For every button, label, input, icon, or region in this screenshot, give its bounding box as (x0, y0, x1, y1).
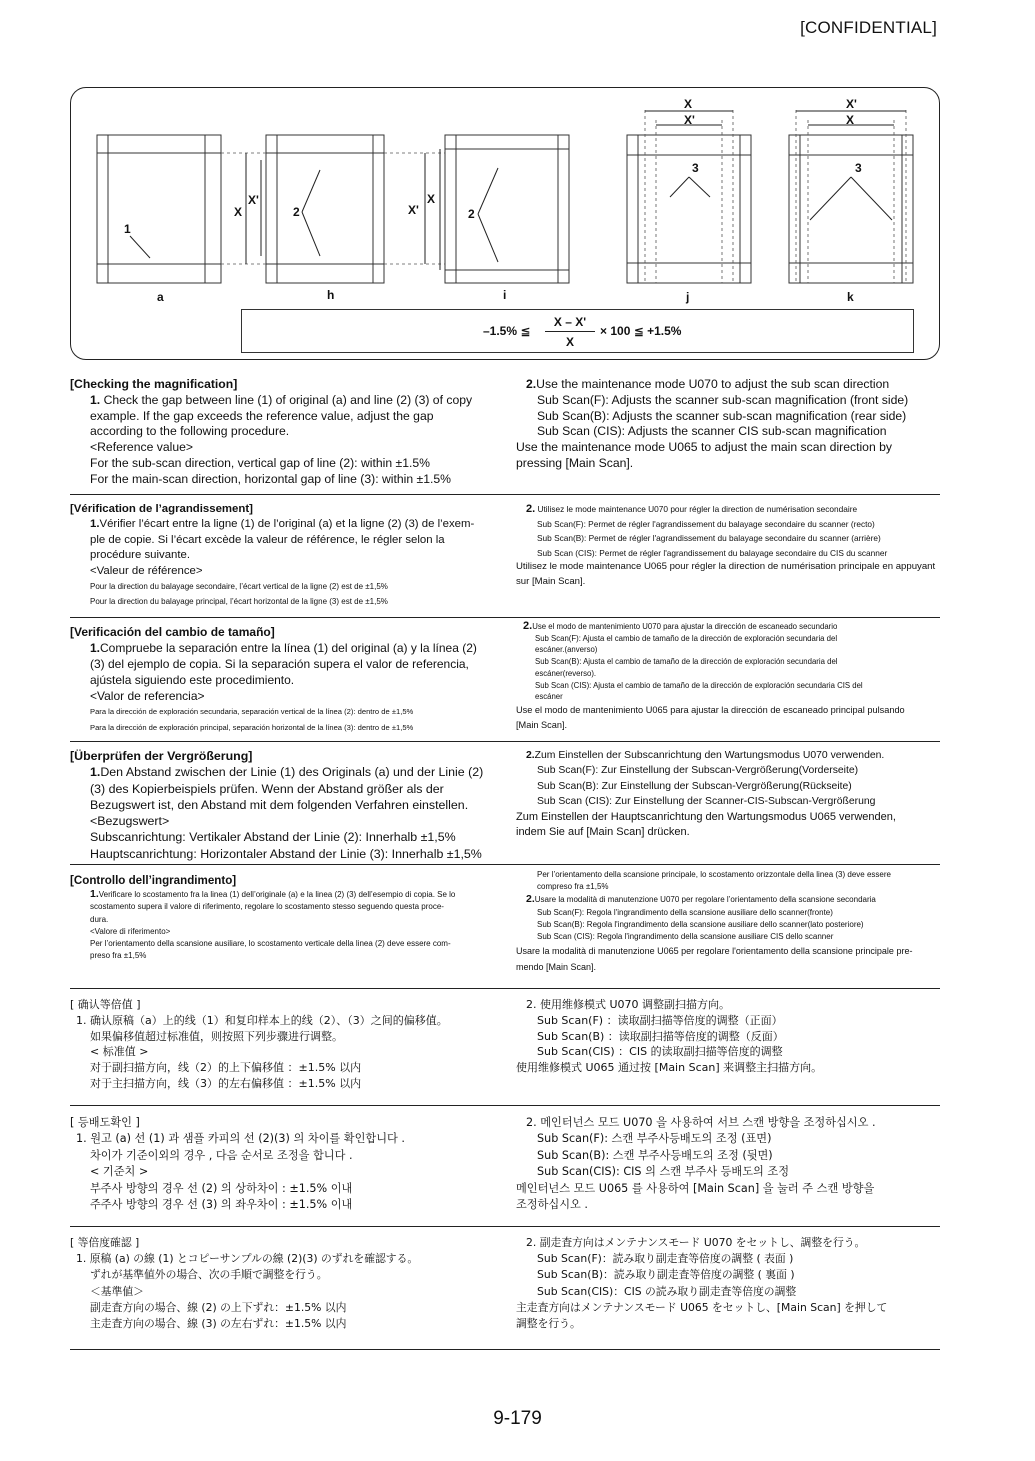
text-line: < 标准值 > (90, 1045, 149, 1059)
text-line: 副走査方向はメンテナンスモード U070 をセットし、調整を行う。 (539, 1236, 866, 1249)
section-title: [ 등배도확인 ] (70, 1116, 140, 1129)
step-number: 2. (526, 377, 537, 391)
formula-right: × 100 ≦ +1.5% (600, 324, 682, 338)
section-divider (70, 1105, 940, 1106)
text-line: preso fra ±1,5% (90, 951, 147, 961)
text-line: 메인터넌스 모드 U065 를 사용하여 [Main Scan] 을 눌러 주 스캔 방향을 (516, 1181, 875, 1195)
label-x-h: X (234, 205, 243, 219)
section-divider (70, 1226, 940, 1227)
text-line: Sub Scan(B): Regola l'ingrandimento della scansione ausiliare dello scanner(lato posteriore) (537, 919, 864, 929)
text-line: Sub Scan(CIS): CIS 의 스캔 부주사 등배도의 조정 (537, 1165, 789, 1179)
text-line: [Main Scan]. (516, 719, 568, 730)
label-xp-k: X' (846, 97, 857, 111)
text-line: 对于主扫描方向，线（3）的左右偏移值 ：±1.5% 以内 (90, 1076, 362, 1090)
text-line: (3) des Kopierbeispiels prüfen. Wenn der Abstand größer als der (90, 781, 444, 796)
magnification-formula (241, 309, 914, 353)
text-line: For the main-scan direction, horizontal gap of line (3): within ±1.5% (90, 471, 451, 486)
step-number: 2. (526, 1116, 537, 1129)
step-number: 2. (526, 503, 536, 515)
text-line: Zum Einstellen der Hauptscanrichtung den Wartungsmodus U065 verwenden, (516, 810, 896, 823)
text-line: 主走査方向の場合、線 (3) の左右ずれ：±1.5% 以内 (90, 1317, 347, 1331)
text-line: ずれが基準値外の場合、次の手順で調整を行う。 (90, 1268, 328, 1282)
step-number: 2. (526, 998, 537, 1011)
text-line: Sub Scan(B): Permet de régler l'agrandissement du balayage secondaire du scanner (arrière) (537, 533, 881, 544)
text-line: Sub Scan(F): Permet de régler l'agrandissement du balayage secondaire du scanner (recto) (537, 518, 875, 529)
label-line3-k: 3 (855, 161, 862, 175)
section-title: [ 确认等倍值 ] (70, 998, 141, 1011)
text-line: dura. (90, 914, 109, 924)
step-number: 2. (523, 620, 533, 632)
label-line2-i: 2 (468, 207, 475, 221)
formula-denominator: X (565, 335, 574, 349)
label-line1: 1 (124, 222, 131, 236)
formula-numerator: X – X' (545, 315, 595, 332)
text-line: Sub Scan(CIS) ：CIS 的读取副扫描等倍度的调整 (537, 1045, 783, 1059)
text-line: escáner.(anverso) (535, 645, 598, 655)
text-line: Utilisez le mode maintenance U070 pour régler la direction de numérisation secondaire (537, 504, 858, 514)
step-number: 1. (90, 765, 101, 780)
text-line: Sub Scan(B): 스캔 부주사등배도의 조정 (뒷면) (537, 1148, 773, 1162)
label-xp-j: X' (684, 113, 695, 127)
text-line: Sub Scan(B): Zur Einstellung der Subscan-Vergrößerung(Rückseite) (537, 780, 852, 792)
text-line: Para la dirección de exploración principal, separación horizontal de la línea (3): dentro de ±1,5% (90, 723, 414, 732)
text-line: 부주사 방향의 경우 선 (2) 의 상하차이 : ±1.5% 이내 (90, 1181, 353, 1195)
text-line: <Valeur de référence> (90, 564, 203, 577)
text-line: 原稿 (a) の線 (1) とコピーサンプルの線 (2)(3) のずれを確認する。 (89, 1252, 419, 1266)
text-line: 원고 (a) 선 (1) 과 샘플 카피의 선 (2)(3) 의 차이를 확인합니다 . (90, 1132, 405, 1146)
step-number: 2. (526, 1236, 537, 1249)
section-title: [Verificación del cambio de tamaño] (70, 625, 275, 639)
text-line: escáner (535, 692, 563, 702)
text-line: indem Sie auf [Main Scan] drücken. (516, 826, 690, 839)
text-line: ajústela siguiendo este procedimiento. (90, 673, 295, 687)
text-line: 주주사 방향의 경우 선 (3) 의 좌우차이 : ±1.5% 이내 (90, 1198, 353, 1212)
text-line: Vérifier l’écart entre la ligne (1) de l’original (a) et la ligne (2) (3) de l’exem- (99, 518, 475, 531)
text-line: Sub Scan(F): Adjusts the scanner sub-scan magnification (front side) (537, 392, 909, 407)
text-line: 主走査方向はメンテナンスモード U065 をセットし、[Main Scan] を押して (516, 1300, 888, 1314)
text-line: Subscanrichtung: Vertikaler Abstand der Linie (2): Innerhalb ±1,5% (90, 830, 456, 845)
section-divider (70, 1349, 940, 1350)
text-line: Bezugswert ist, den Abstand mit dem folgenden Verfahren einstellen. (90, 797, 469, 812)
text-line: Den Abstand zwischen der Linie (1) des Originals (a) und der Linie (2) (100, 765, 484, 780)
confidential-header: [CONFIDENTIAL] (800, 18, 937, 37)
text-line: <Reference value> (90, 440, 193, 455)
section-divider (70, 617, 940, 618)
step-number: 1. (76, 1132, 87, 1146)
section-divider (70, 864, 940, 865)
text-line: Sub Scan(F): Zur Einstellung der Subscan-Vergrößerung(Vorderseite) (537, 765, 859, 777)
text-line: Use the maintenance mode U070 to adjust the sub scan direction (536, 377, 890, 391)
text-line: Sub Scan(F) ：读取副扫描等倍度的调整（正面） (537, 1013, 783, 1027)
text-line: pressing [Main Scan]. (516, 455, 634, 470)
text-line: ple de copie. Si l’écart excède la valeur de référence, le régler selon la (90, 533, 445, 546)
section-divider (70, 741, 940, 742)
text-line: Pour la direction du balayage principal, l’écart horizontal de la ligne (3) est de ±1,5% (90, 597, 388, 607)
step-number: 1. (76, 1013, 87, 1027)
text-line: ＜基準値＞ (90, 1284, 144, 1298)
label-k: k (847, 290, 854, 304)
text-line: Sub Scan(B): Ajusta el cambio de tamaño de la dirección de exploración secundaria del (535, 657, 838, 667)
text-line: Sub Scan(CIS)：CIS の読み取り副走査等倍度の調整 (537, 1284, 797, 1298)
text-line: Compruebe la separación entre la línea (1) del original (a) y la línea (2) (100, 641, 477, 655)
text-line: procédure suivante. (90, 549, 191, 562)
text-line: Pour la direction du balayage secondaire, l’écart vertical de la ligne (2) est de ±1,5% (90, 582, 388, 592)
text-line: according to the following procedure. (90, 424, 290, 439)
label-xp-h: X' (248, 193, 259, 207)
formula-left: –1.5% ≦ (483, 324, 531, 338)
text-line: Sub Scan(F): 스캔 부주사등배도의 조정 (표면) (537, 1132, 772, 1146)
text-line: Sub Scan(F)：読み取り副走査等倍度の調整 ( 表面 ) (537, 1252, 794, 1266)
text-line: Utilisez le mode maintenance U065 pour régler la direction de numérisation principale en appuyant (516, 561, 936, 573)
text-line: <Valor de referencia> (90, 689, 205, 703)
text-line: 調整を行う。 (516, 1317, 581, 1331)
label-xp-i: X' (408, 203, 419, 217)
label-j: j (686, 290, 690, 304)
text-line: Per l’orientamento della scansione principale, lo scostamento orizzontale della linea (3) deve essere (537, 870, 891, 879)
text-line: sur [Main Scan]. (516, 575, 586, 587)
section-title: [Vérification de l’agrandissement] (70, 503, 253, 515)
text-line: Check the gap between line (1) of original (a) and line (2) (3) of copy (103, 392, 473, 407)
text-line: Sub Scan (CIS): Permet de régler l'agrandissement du balayage secondaire du CIS du scanner (537, 547, 888, 558)
text-line: Para la dirección de exploración secundaria, separación vertical de la línea (2): dentro de ±1,5% (90, 707, 414, 716)
text-line: < 기준치 > (90, 1165, 149, 1179)
page-number: 9-179 (493, 1408, 542, 1429)
text-line: For the sub-scan direction, vertical gap of line (2): within ±1.5% (90, 455, 430, 470)
step-number: 1. (90, 518, 100, 531)
text-line: Use el modo de mantenimiento U065 para ajustar la dirección de escaneado principal pulsando (516, 704, 905, 715)
text-line: Sub Scan (CIS): Adjusts the scanner CIS sub-scan magnification (537, 424, 887, 439)
text-line: 使用维修模式 U070 调整副扫描方向。 (540, 998, 731, 1011)
label-a: a (157, 290, 164, 304)
step-number: 1. (76, 1252, 87, 1266)
text-line: Use the maintenance mode U065 to adjust the main scan direction by (516, 440, 892, 455)
section-title: [Checking the magnification] (70, 377, 238, 391)
text-line: Sub Scan(F): Regola l'ingrandimento della scansione ausiliare dello scanner(fronte) (537, 907, 833, 917)
text-line: escáner(reverso). (535, 668, 597, 678)
text-line: Sub Scan (CIS): Ajusta el cambio de tamaño de la dirección de exploración secundaria CIS del (535, 680, 863, 690)
section-divider (70, 494, 940, 495)
step-number: 1. (90, 641, 101, 655)
text-line: Hauptscanrichtung: Horizontaler Abstand der Linie (3): Innerhalb ±1,5% (90, 846, 482, 861)
text-line: 使用维修模式 U065 通过按 [Main Scan] 来调整主扫描方向。 (516, 1061, 823, 1075)
text-line: example. If the gap exceeds the reference value, adjust the gap (90, 408, 434, 423)
label-line3-j: 3 (692, 161, 699, 175)
text-line: scostamento supera il valore di riferimento, regolare lo scostamento stesso seguendo questa proce- (90, 902, 444, 912)
section-divider (70, 988, 940, 989)
text-line: Sub Scan(B)：読み取り副走査等倍度の調整 ( 裏面 ) (537, 1268, 795, 1282)
text-line: (3) del ejemplo de copia. Si la separación supera el valor de referencia, (90, 657, 469, 671)
step-number: 2. (526, 893, 535, 906)
label-i: i (503, 288, 507, 302)
text-line: Usare la modalità di manutenzione U065 per regolare l'orientamento della scansione principale pre- (516, 946, 913, 957)
text-line: <Valore di riferimento> (90, 926, 171, 936)
text-line: Sub Scan (CIS): Zur Einstellung der Scanner-CIS-Subscan-Vergrößerung (537, 796, 876, 808)
text-line: Sub Scan(B) ：读取副扫描等倍度的调整（反面） (537, 1029, 784, 1043)
step-number: 2. (526, 750, 535, 761)
label-x-j: X (684, 97, 693, 111)
section-title: [ 等倍度確認 ] (70, 1236, 140, 1249)
text-line: 对于副扫描方向，线（2）的上下偏移值 ：±1.5% 以内 (90, 1061, 362, 1075)
label-x-k: X (846, 113, 855, 127)
text-line: Sub Scan (CIS): Regola l'ingrandimento della scansione ausiliare CIS dello scanner (537, 932, 834, 942)
label-h: h (327, 288, 335, 302)
text-line: Verificare lo scostamento fra la linea (1) dell’originale (a) e la linea (2) (3) dell’esempio di copia. Se lo (98, 890, 456, 899)
text-line: Usare la modalità di manutenzione U070 per regolare l’orientamento della scansione secondaria (534, 895, 876, 905)
label-line2-h: 2 (293, 205, 300, 219)
text-line: Sub Scan(F): Ajusta el cambio de tamaño de la dirección de exploración secundaria del (535, 633, 838, 643)
text-line: <Bezugswert> (90, 814, 170, 829)
text-line: 确认原稿（a）上的线（1）和复印样本上的线（2）、（3）之间的偏移值。 (90, 1013, 448, 1027)
text-line: 조정하십시오 . (516, 1198, 588, 1212)
text-line: Zum Einstellen der Subscanrichtung den Wartungsmodus U070 verwenden. (534, 750, 885, 761)
step-number: 1. (90, 888, 99, 900)
text-line: Per l’orientamento della scansione ausiliare, lo scostamento verticale della linea (2) deve essere com- (90, 939, 451, 949)
section-title: [Überprüfen der Vergrößerung] (70, 749, 253, 763)
text-line: compreso fra ±1,5% (537, 882, 609, 892)
text-line: Use el modo de mantenimiento U070 para ajustar la dirección de escaneado secundario (532, 622, 838, 631)
text-line: 副走査方向の場合、線 (2) の上下ずれ：±1.5% 以内 (90, 1300, 347, 1314)
text-line: Sub Scan(B): Adjusts the scanner sub-scan magnification (rear side) (537, 408, 907, 423)
text-line: mendo [Main Scan]. (516, 962, 597, 973)
step-number: 1. (90, 392, 101, 407)
label-x-i: X (427, 192, 436, 206)
text-line: 차이가 기준이외의 경우 , 다음 순서로 조정을 합니다 . (90, 1148, 353, 1162)
section-title: [Controllo dell’ingrandimento] (70, 874, 237, 887)
text-line: 如果偏移值超过标准值，则按照下列步骤进行调整。 (90, 1029, 343, 1043)
text-line: 메인터넌스 모드 U070 을 사용하여 서브 스캔 방향을 조정하십시오 . (540, 1116, 876, 1129)
